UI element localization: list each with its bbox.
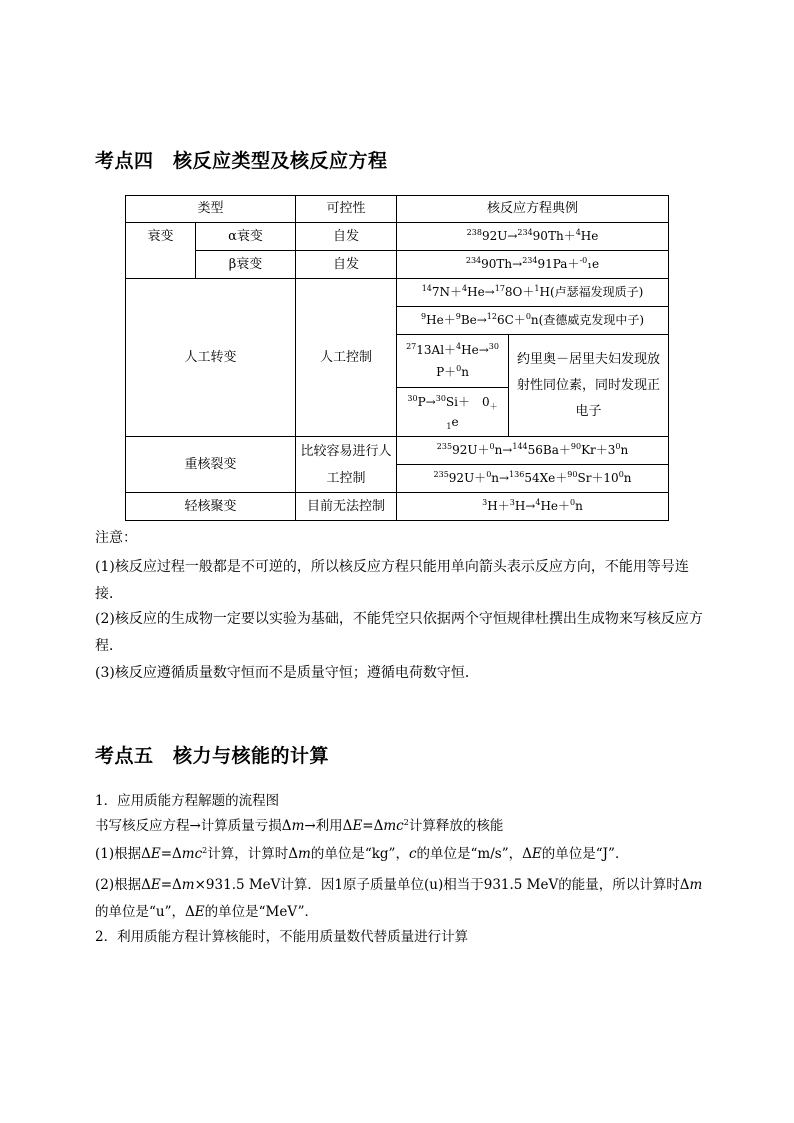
table-row <box>126 223 669 251</box>
calc-rule-1: (1)根据ΔE=Δmc$^2$计算，计算时Δm的单位是“kg”，c的单位是“m/s”，ΔE的单位是“J”． <box>95 846 629 862</box>
table-row <box>126 279 669 307</box>
header-example: 核反应方程典例 <box>397 196 669 223</box>
section5-title: 考点五 核力与核能的计算 <box>95 745 330 767</box>
artificial-label: 人工转变 <box>126 279 296 437</box>
fission-control: 比较容易进行人工控制 <box>296 437 397 493</box>
fission-label: 重核裂变 <box>126 437 296 493</box>
artificial-equation-2: $^9$He＋$^9$Be→$^{12}$6C＋$^0$n(查德威克发现中子) <box>397 307 669 335</box>
fusion-equation: $^3$H＋$^3$H→$^4$He＋$^0$n <box>397 493 669 521</box>
table-row <box>126 437 669 465</box>
fusion-label: 轻核聚变 <box>126 493 296 521</box>
beta-decay-type: β衰变 <box>196 251 296 279</box>
alpha-decay-type: α衰变 <box>196 223 296 251</box>
header-control: 可控性 <box>296 196 397 223</box>
section5-item-1: 1．应用质能方程解题的流程图 <box>95 793 280 809</box>
beta-decay-equation: $^{234}$90Th→$^{234}$91Pa＋$^{-0}$₁e <box>397 251 669 279</box>
alpha-decay-equation: $^{238}$92U→$^{234}$90Th＋$^4$He <box>397 223 669 251</box>
section5-item-2: 2．利用质能方程计算核能时，不能用质量数代替质量进行计算 <box>95 929 469 945</box>
table-header-row <box>126 196 669 223</box>
note-2: (2)核反应的生成物一定要以实验为基础，不能凭空只依据两个守恒规律杜撰出生成物来写核反应方程． <box>95 611 703 654</box>
flow-description: 书写核反应方程→计算质量亏损Δm→利用ΔE=Δmc$^2$计算释放的核能 <box>95 818 504 834</box>
fission-equation-1: $^{235}92U+^0n\to^{144}56Ba+^{90}Kr+3^0n$ <box>397 437 669 465</box>
note-3: (3)核反应遵循质量数守恒而不是质量守恒；遵循电荷数守恒． <box>95 665 479 681</box>
notes-heading: 注意： <box>95 530 137 546</box>
calc-rule-2: (2)根据ΔE=Δm×931.5 MeV计算．因1原子质量单位(u)相当于931.5 MeV的能量，所以计算时Δm的单位是“u”，ΔE的单位是“MeV”． <box>95 877 703 920</box>
table-row <box>126 493 669 521</box>
artificial-equation-3: $^{27}$13Al＋$^4$He→$^{30}$ P＋$^0$n <box>397 335 509 388</box>
fission-equation-2: $^{235}92U+^0n\to^{136}54Xe+^{90}Sr+10^0n$ <box>397 465 669 493</box>
curie-discovery-note: 约里奥－居里夫妇发现放射性同位素，同时发现正电子 <box>509 335 669 437</box>
section4-title: 考点四 核反应类型及核反应方程 <box>95 150 388 172</box>
decay-label: 衰变 <box>126 223 196 279</box>
artificial-control: 人工控制 <box>296 279 397 437</box>
artificial-equation-4: $^{30}$P→$^{30}$Si＋ $0_+$ $_1$e <box>397 388 509 437</box>
artificial-equation-1: $^{14}$7N＋$^4$He→$^{17}$8O＋$^1$H(卢瑟福发现质子) <box>397 279 669 307</box>
header-type: 类型 <box>126 196 296 223</box>
beta-decay-control: 自发 <box>296 251 397 279</box>
alpha-decay-control: 自发 <box>296 223 397 251</box>
table-row <box>126 251 669 279</box>
fusion-control: 目前无法控制 <box>296 493 397 521</box>
nuclear-reaction-table <box>125 195 669 521</box>
note-1: (1)核反应过程一般都是不可逆的，所以核反应方程只能用单向箭头表示反应方向，不能用等号连接． <box>95 559 689 602</box>
